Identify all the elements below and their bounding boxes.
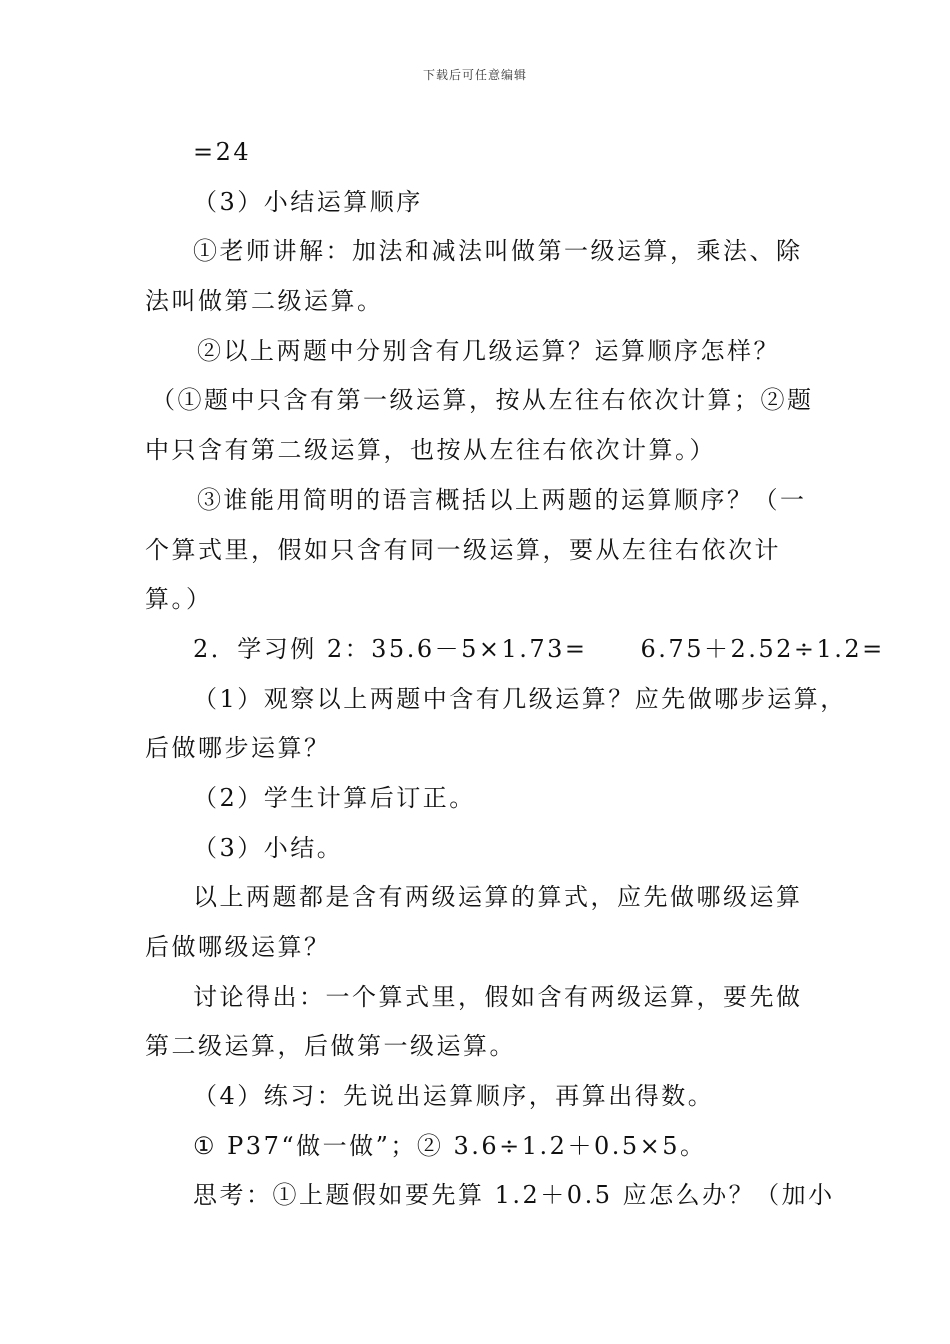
text-line: ① P37“做一做”；② 3.6÷1.2＋0.5×5。 <box>193 1131 707 1160</box>
text-line: 思考：①上题假如要先算 1.2＋0.5 应怎么办？（加小 <box>193 1181 835 1210</box>
text-line: 2．学习例 2：35.6－5×1.73= 6.75＋2.52÷1.2= <box>193 634 885 663</box>
text-line: （3）小结运算顺序 <box>193 187 423 216</box>
text-line: 讨论得出：一个算式里，假如含有两级运算，要先做 <box>193 982 803 1011</box>
text-line: 算。） <box>145 585 213 614</box>
text-line: 第二级运算，后做第一级运算。 <box>145 1032 516 1061</box>
text-line: ①老师讲解：加法和减法叫做第一级运算，乘法、除 <box>193 237 803 266</box>
document-body <box>145 128 885 1221</box>
text-line: 后做哪步运算？ <box>145 734 331 763</box>
text-line: ③谁能用简明的语言概括以上两题的运算顺序？（一 <box>197 485 807 514</box>
text-line: 后做哪级运算？ <box>145 933 331 961</box>
text-line: 个算式里，假如只含有同一级运算，要从左往右依次计 <box>145 535 781 564</box>
text-line: （①题中只含有第一级运算，按从左往右依次计算；②题 <box>151 386 814 415</box>
text-line: 中只含有第二级运算，也按从左往右依次计算。） <box>145 436 716 465</box>
text-line: （1）观察以上两题中含有几级运算？应先做哪步运算， <box>193 684 847 713</box>
text-line: =24 <box>193 138 252 166</box>
text-line: （2）学生计算后订正。 <box>193 783 476 812</box>
text-line: 法叫做第二级运算。 <box>145 287 384 316</box>
page-header: 下载后可任意编辑 <box>422 68 527 82</box>
text-line: （3）小结。 <box>193 833 344 862</box>
text-line: ②以上两题中分别含有几级运算？运算顺序怎样？ <box>197 336 780 365</box>
text-line: （4）练习：先说出运算顺序，再算出得数。 <box>193 1082 715 1111</box>
text-line: 以上两题都是含有两级运算的算式，应先做哪级运算 <box>193 883 803 912</box>
